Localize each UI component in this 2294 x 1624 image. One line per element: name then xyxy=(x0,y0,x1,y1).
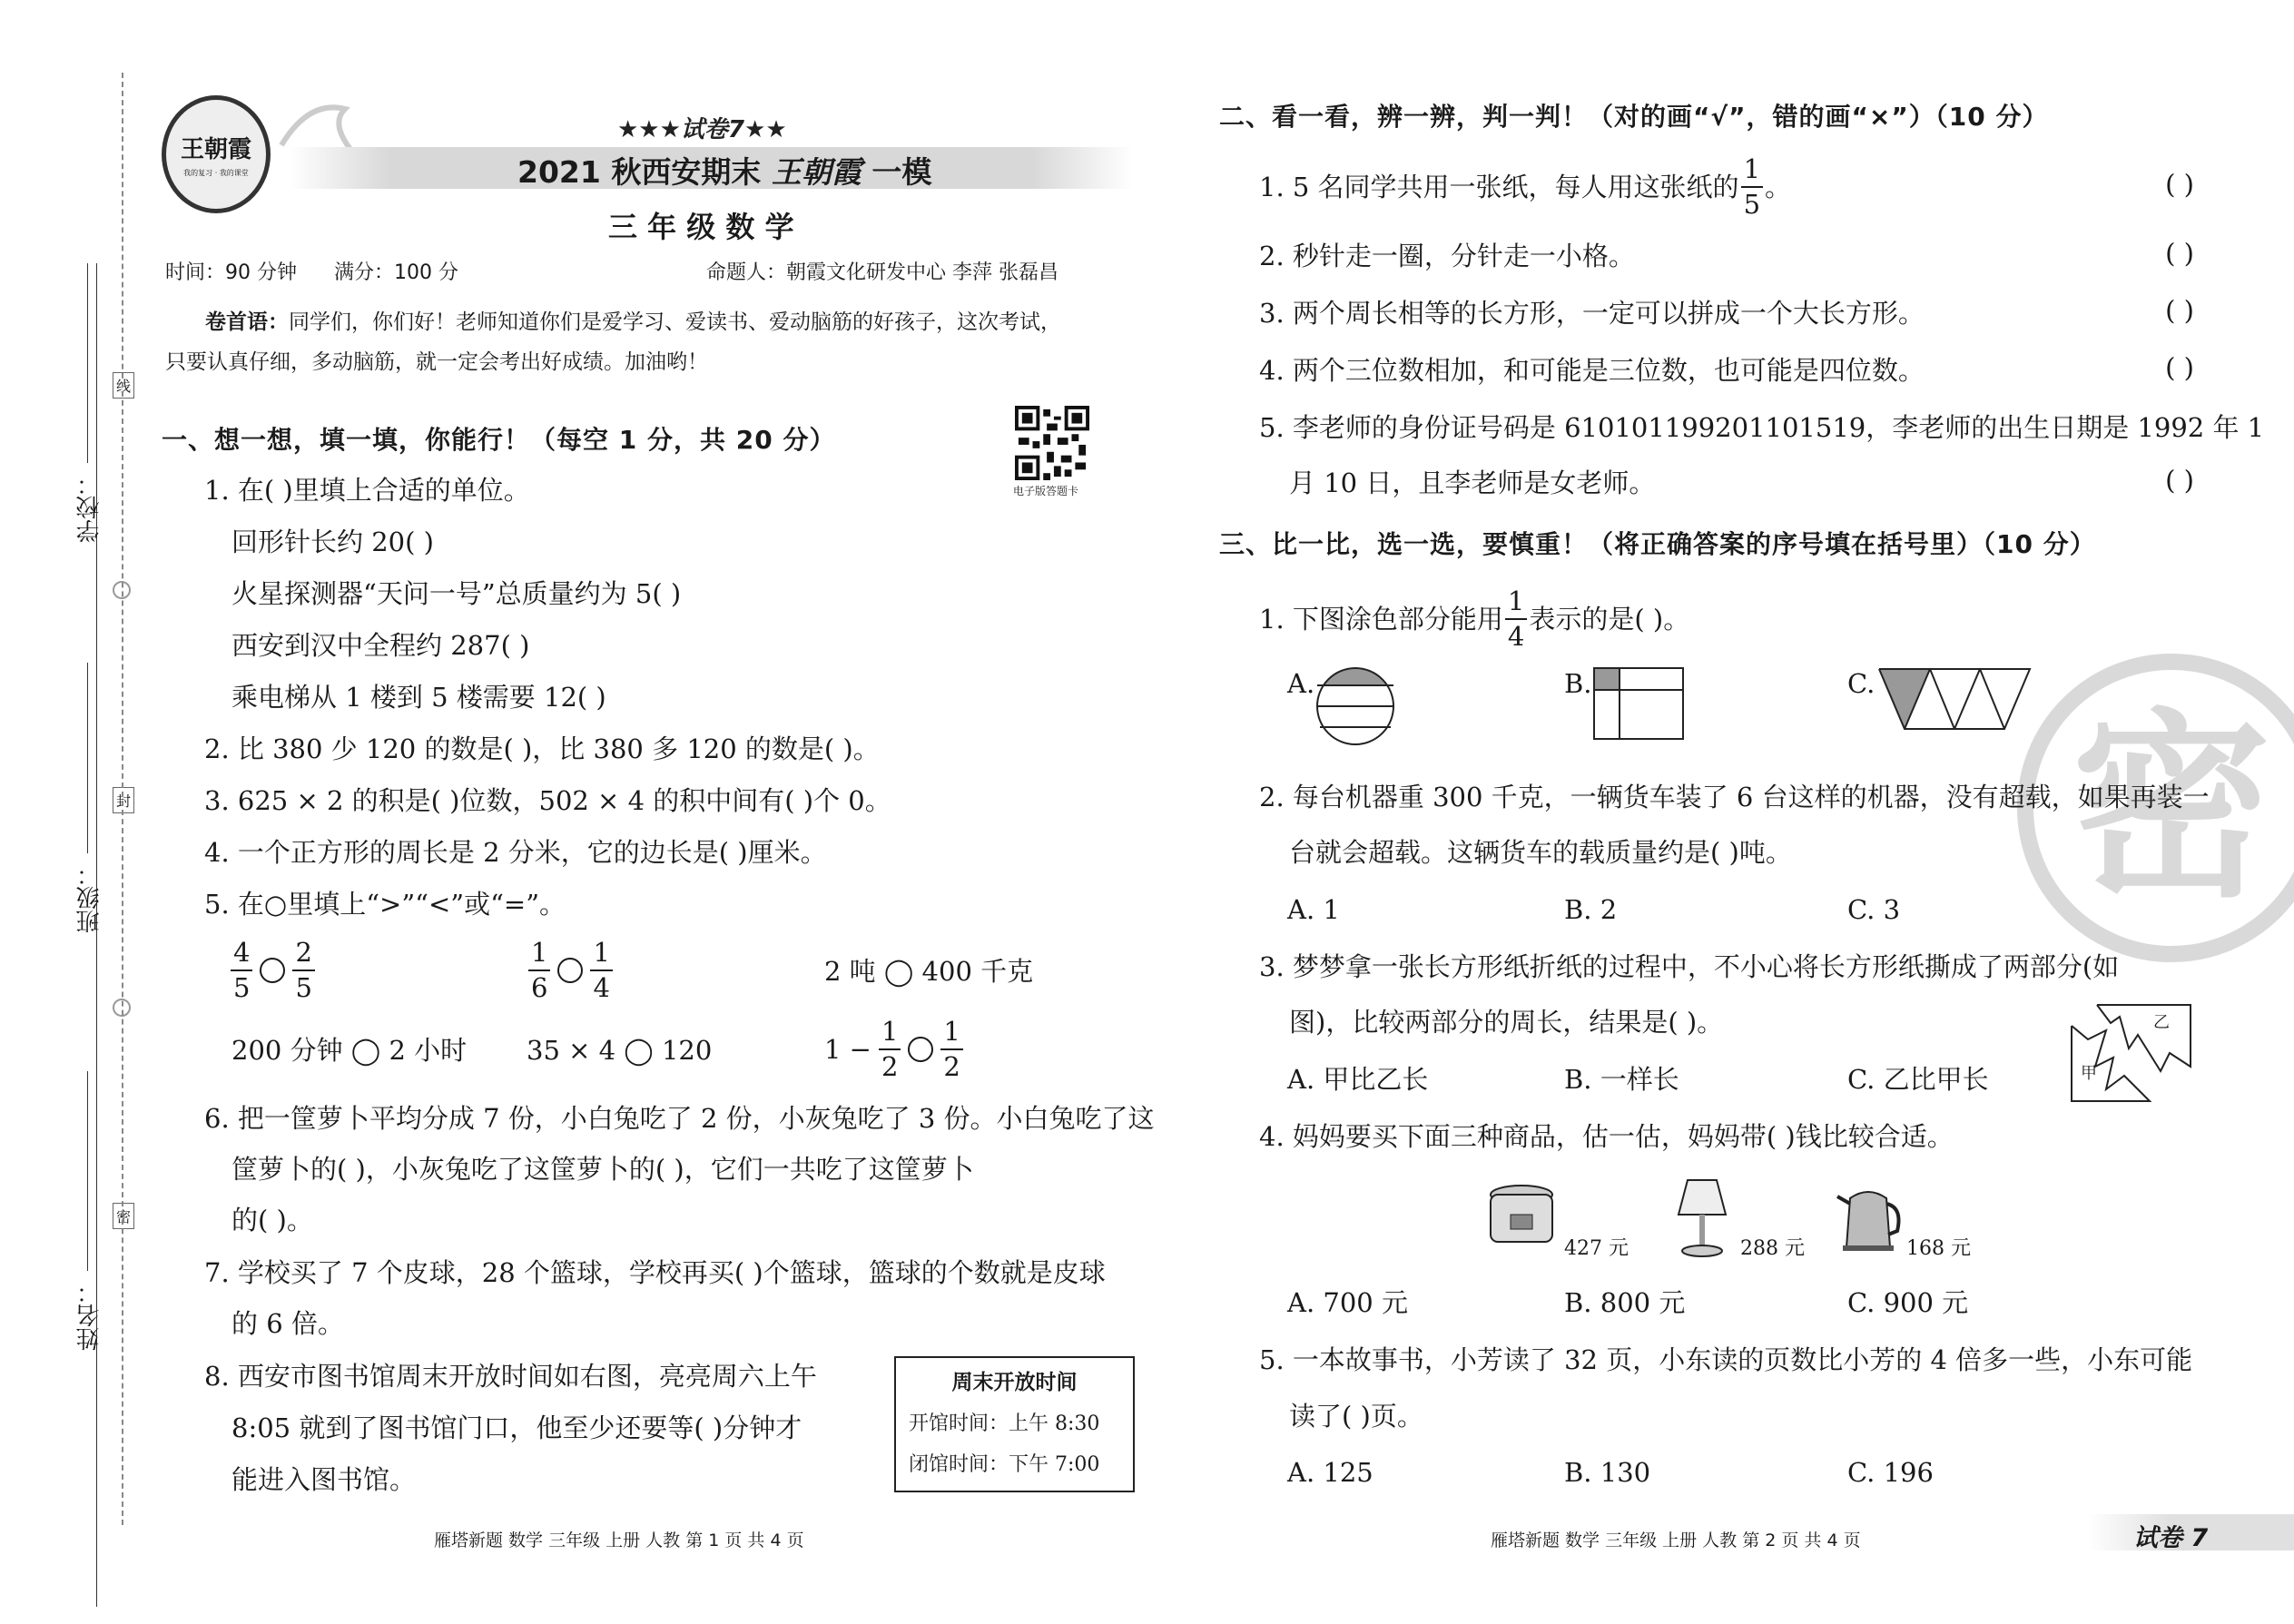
exam-title xyxy=(517,149,931,192)
q3: 3. 625 × 2 的积是( )位数，502 × 4 的积中间有( )个 0。 xyxy=(204,785,891,816)
q6-line-1: 6. 把一筐萝卜平均分成 7 份，小白兔吃了 2 份，小灰兔吃了 3 份。小白兔吃了这 xyxy=(204,1103,1155,1134)
judge-4-answer[interactable]: ( ) xyxy=(2165,352,2194,383)
frac-den: 2 xyxy=(881,1051,899,1082)
choice-5-option-b: B. 130 xyxy=(1564,1457,1651,1488)
frac-num: 4 xyxy=(231,940,252,971)
q1-d: 乘电梯从 1 楼到 5 楼需要 12( ) xyxy=(231,682,606,713)
subject-title: 三 年 级 数 学 xyxy=(608,210,794,244)
q6-line-2: 筐萝卜的( )，小灰兔吃了这筐萝卜的( )，它们一共吃了这筐萝卜 xyxy=(231,1154,974,1185)
qr-caption: 电子版答题卡 xyxy=(1013,485,1079,497)
q8-line-1: 8. 西安市图书馆周末开放时间如右图，亮亮周六上午 xyxy=(204,1361,817,1392)
choice-5-line-1: 5. 一本故事书，小芳读了 32 页，小东读的页数比小芳的 4 倍多一些，小东可能 xyxy=(1259,1344,2193,1375)
q5: 5. 在○里填上“>”“<”或“=”。 xyxy=(204,889,566,920)
frac-num: 1 xyxy=(528,940,550,971)
q5-compare-4: 200 分钟 ◯ 2 小时 xyxy=(231,1035,468,1066)
logo-seal xyxy=(162,95,271,213)
frac-num: 2 xyxy=(292,940,314,971)
gutter-name-line xyxy=(87,1071,88,1271)
q5-compare-6 xyxy=(824,1016,965,1082)
frac-num: 1 xyxy=(1505,588,1527,620)
frac-num: 1 xyxy=(590,940,612,971)
q8-line-3: 能进入图书馆。 xyxy=(231,1464,417,1495)
price-1: 427 元 xyxy=(1564,1237,1629,1260)
choice-3-line-2: 图)，比较两部分的周长，结果是( )。 xyxy=(1289,1007,1724,1038)
opening-hours-close: 闭馆时间：下午 7:00 xyxy=(909,1453,1100,1476)
choice-3-line-1: 3. 梦梦拿一张长方形纸折纸的过程中，不小心将长方形纸撕成了两部分(如 xyxy=(1259,951,2120,982)
q5-compare-3: 2 吨 ◯ 400 千克 xyxy=(824,956,1034,987)
choice-4-option-b: B. 800 元 xyxy=(1564,1287,1686,1318)
exam-time: 时间：90 分钟 xyxy=(165,261,297,284)
opening-hours-box xyxy=(894,1356,1135,1492)
judge-5-answer[interactable]: ( ) xyxy=(2165,465,2194,496)
choice-1-option-b: B. xyxy=(1564,668,1592,699)
judge-5-line-1: 5. 李老师的身份证号码是 610101199201101519，李老师的出生日期是 1992 年 1 xyxy=(1259,412,2265,443)
frac-den: 6 xyxy=(531,972,548,1003)
frac-den: 4 xyxy=(593,972,610,1003)
right-footer: 雁塔新题 数学 三年级 上册 人教 第 2 页 共 4 页 xyxy=(1491,1530,1861,1550)
choice-2-option-b: B. 2 xyxy=(1564,894,1618,925)
frac-den: 5 xyxy=(295,972,312,1003)
choice-3-option-c: C. 乙比甲长 xyxy=(1847,1064,1989,1095)
price-2: 288 元 xyxy=(1740,1237,1805,1260)
triangles-figure xyxy=(1877,667,2032,731)
label-jia: 甲 xyxy=(2081,1064,2097,1083)
choice-1-option-c: C. xyxy=(1847,668,1876,699)
preface-line-2: 只要认真仔细，多动脑筋，就一定会考出好成绩。加油哟！ xyxy=(165,350,708,374)
judge-2: 2. 秒针走一圈，分针走一小格。 xyxy=(1259,241,1635,271)
frac-num: 1 xyxy=(940,1019,962,1050)
exam-title-post: 一模 xyxy=(871,154,932,190)
judge-1 xyxy=(1259,153,1792,220)
qr-code xyxy=(1015,406,1089,480)
logo-tagline: 我的复习 · 我的课堂 xyxy=(183,169,249,177)
choice-5-option-a: A. 125 xyxy=(1287,1457,1373,1488)
judge-3-answer[interactable]: ( ) xyxy=(2165,295,2194,326)
choice-4-option-c: C. 900 元 xyxy=(1847,1287,1969,1318)
left-footer: 雁塔新题 数学 三年级 上册 人教 第 1 页 共 4 页 xyxy=(434,1530,804,1550)
choice-1 xyxy=(1259,588,1689,650)
opening-hours-title: 周末开放时间 xyxy=(951,1371,1078,1394)
judge-1-end: 。 xyxy=(1765,172,1792,202)
gutter-line xyxy=(96,263,97,1607)
q5-f-prefix: 1 − xyxy=(824,1034,871,1065)
q7-line-1: 7. 学校买了 7 个皮球，28 个篮球，学校再买( )个篮球，篮球的个数就是皮球 xyxy=(204,1257,1106,1288)
exam-badge: ★★★试卷7★★ xyxy=(617,116,787,143)
section-2-title: 二、看一看，辨一辨，判一判！（对的画“√”，错的画“×”）（10 分） xyxy=(1219,102,2049,132)
gutter-class-label: 班级： xyxy=(76,862,103,933)
q5-compare-1 xyxy=(229,937,317,1003)
judge-5-line-2: 月 10 日，且李老师是女老师。 xyxy=(1289,468,1656,498)
q1-b: 火星探测器“天问一号”总质量约为 5( ) xyxy=(231,578,682,609)
q5-compare-5: 35 × 4 ◯ 120 xyxy=(527,1035,713,1066)
section-3-title: 三、比一比，选一选，要慎重！（将正确答案的序号填在括号里）（10 分） xyxy=(1219,529,2096,559)
gutter-dashed-line xyxy=(122,73,123,1525)
section-1-title: 一、想一想，填一填，你能行！（每空 1 分，共 20 分） xyxy=(162,425,836,455)
preface-label: 卷首语： xyxy=(205,310,289,334)
q1-a: 回形针长约 20( ) xyxy=(231,527,434,557)
torn-paper-figure xyxy=(2070,1003,2192,1103)
gutter-school-label: 学校： xyxy=(76,472,103,543)
seal-line-marker: 线 xyxy=(113,372,134,399)
q7-line-2: 的 6 倍。 xyxy=(231,1308,344,1339)
q5-compare-2 xyxy=(527,937,615,1003)
seal-secret-marker: 密 xyxy=(113,1203,134,1229)
gutter-class-line xyxy=(87,663,88,853)
exam-authors: 命题人：朝霞文化研发中心 李萍 张磊昌 xyxy=(706,261,1058,284)
lamp-icon xyxy=(1675,1176,1729,1258)
circle-figure xyxy=(1314,665,1396,747)
choice-2-option-a: A. 1 xyxy=(1287,894,1340,925)
q1-c: 西安到汉中全程约 287( ) xyxy=(231,630,530,661)
q1: 1. 在( )里填上合适的单位。 xyxy=(204,475,530,506)
seal-seal-marker: 封 xyxy=(113,787,134,813)
choice-1-end: 表示的是( )。 xyxy=(1529,604,1690,635)
q8-line-2: 8:05 就到了图书馆门口，他至少还要等( )分钟才 xyxy=(231,1412,802,1443)
gutter-school-line xyxy=(87,263,88,463)
choice-4: 4. 妈妈要买下面三种商品，估一估，妈妈带( )钱比较合适。 xyxy=(1259,1121,1954,1152)
preface xyxy=(165,302,1061,382)
frac-den: 2 xyxy=(943,1051,960,1082)
judge-3: 3. 两个周长相等的长方形，一定可以拼成一个大长方形。 xyxy=(1259,298,1925,329)
label-yi: 乙 xyxy=(2153,1013,2170,1032)
exam-score: 满分：100 分 xyxy=(334,261,458,284)
price-3: 168 元 xyxy=(1906,1237,1971,1260)
rectangle-figure xyxy=(1593,667,1684,740)
choice-4-option-a: A. 700 元 xyxy=(1287,1287,1408,1318)
q6-line-3: 的( )。 xyxy=(231,1205,313,1235)
choice-2-option-c: C. 3 xyxy=(1847,894,1901,925)
frac-num: 1 xyxy=(879,1019,901,1050)
kettle-icon xyxy=(1834,1180,1906,1253)
rice-cooker-icon xyxy=(1485,1176,1558,1249)
judge-1-answer[interactable]: ( ) xyxy=(2165,169,2194,200)
choice-2-line-1: 2. 每台机器重 300 千克，一辆货车装了 6 台这样的机器，没有超载，如果再装一 xyxy=(1259,782,2210,812)
logo-text: 王朝霞 xyxy=(180,136,251,163)
compare-circle[interactable] xyxy=(260,958,285,983)
compare-circle[interactable] xyxy=(908,1037,933,1062)
judge-1-text: 1. 5 名同学共用一张纸，每人用这张纸的 xyxy=(1259,172,1739,202)
choice-2-line-2: 台就会超载。这辆货车的载质量约是( )吨。 xyxy=(1289,837,1792,868)
opening-hours-open: 开馆时间：上午 8:30 xyxy=(909,1412,1100,1435)
frac-num: 1 xyxy=(1741,156,1763,188)
compare-circle[interactable] xyxy=(557,958,583,983)
choice-1-text: 1. 下图涂色部分能用 xyxy=(1259,604,1503,635)
exam-title-brand: 王朝霞 xyxy=(771,154,861,190)
judge-4: 4. 两个三位数相加，和可能是三位数，也可能是四位数。 xyxy=(1259,355,1925,386)
stamp-char: 密 xyxy=(2071,692,2271,924)
q4: 4. 一个正方形的周长是 2 分米，它的边长是( )厘米。 xyxy=(204,837,827,868)
choice-3-option-a: A. 甲比乙长 xyxy=(1287,1064,1429,1095)
choice-5-line-2: 读了( )页。 xyxy=(1289,1401,1423,1432)
frac-den: 5 xyxy=(233,972,251,1003)
preface-line-1: 同学们，你们好！老师知道你们是爱学习、爱读书、爱动脑筋的好孩子，这次考试， xyxy=(289,310,1061,334)
choice-1-option-a: A. xyxy=(1287,668,1315,699)
corner-tag: 试卷 7 xyxy=(2133,1524,2209,1552)
choice-5-option-c: C. 196 xyxy=(1847,1457,1934,1488)
choice-3-option-b: B. 一样长 xyxy=(1564,1064,1679,1095)
frac-den: 5 xyxy=(1743,189,1761,220)
q2: 2. 比 380 少 120 的数是( )，比 380 多 120 的数是( )。 xyxy=(204,733,880,764)
exam-title-pre: 2021 秋西安期末 xyxy=(517,154,762,190)
judge-2-answer[interactable]: ( ) xyxy=(2165,238,2194,269)
gutter-name-label: 姓名： xyxy=(76,1280,103,1351)
frac-den: 4 xyxy=(1507,621,1525,652)
